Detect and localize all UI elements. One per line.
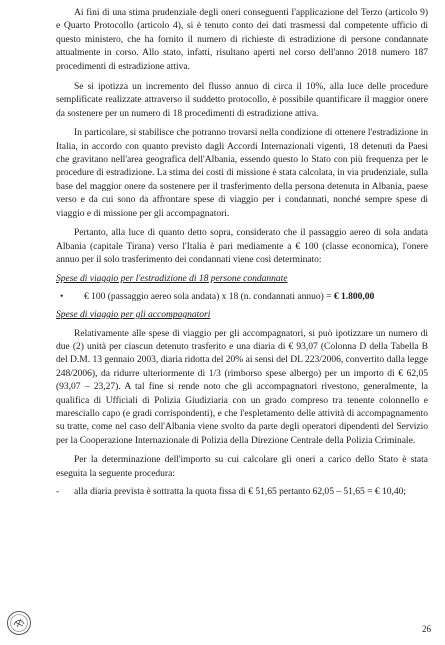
paragraph-procedura: Per la determinazione dell'importo su cui calcolare gli oneri a carico dello Stato è stata eseguita la seguente procedura: [56, 454, 428, 479]
calc-total: € 1.800,00 [333, 290, 375, 302]
paragraph-stima-prudenziale: Ai fini di una stima prudenziale degli oneri conseguenti l'applicazione del Terzo (articolo 9) e Quarto Protocollo (articolo 4), si è tenuto conto dei dati trasmessi dal competente ufficio di questo ministero, che ha fornito il numero di richieste di estradizione di persone condannate attualmente in corso. Allo stato, infatti, risultano aperti nel corso dell'anno 2018 numero 187 procedimenti di estradizione attiva. [56, 7, 428, 72]
paragraph-diaria-accompagnatori: Relativamente alle spese di viaggio per gli accompagnatori, si può ipotizzare un numero di due (2) unità per ciascun detenuto trasferito e una diaria di € 93,07 (Colonna D della Tabella B del D.M. 13 gennaio 2003, diaria ridotta del 20% ai sensi del DL 223/2006, convertito dalla legge 248/2006), da ridurre ulteriormente di 1/3 (rimborso spese albergo) per un importo di € 62,05 (93,07 – 23,27). A tal fine si rende noto che gli accompagnatori rivestono, generalmente, la qualifica di Ufficiali di Polizia Giudiziaria con un grado compreso tra tenente colonnello e maresciallo capo (e gradi corrispondenti), e che l'espletamento delle attività di accompagnamento su tratte, come nel caso dell'Albania viene svolto da parte degli operatori dipendenti del Servizio per la Cooperazione Internazionale di Polizia della Direzione Centrale della Polizia Criminale. [56, 327, 428, 446]
calc-formula: € 100 (passaggio aereo sola andata) x 18 (n. condannati annuo) = [84, 290, 334, 302]
list-item-quota-fissa [56, 485, 428, 498]
list-item-text: alla diaria prevista è sottratta la quota fissa di € 51,65 pertanto 62,05 – 51,65 = € 10,40; [74, 486, 407, 497]
paragraph-passaggio-aereo: Pertanto, alla luce di quanto detto sopra, considerato che il passaggio aereo di sola andata Albania (capitale Tirana) verso l'Italia è pari mediamente a € 100 (classe economica), l'onere annuo per il solo trasferimento dei condannati viene così determinato: [56, 227, 428, 265]
dash-icon: - [56, 486, 60, 497]
heading-spese-accompagnatori: Spese di viaggio per gli accompagnatori [56, 309, 211, 321]
calc-spese-condannati [56, 290, 428, 303]
page-body [56, 6, 428, 498]
seal-stamp-icon [6, 610, 32, 636]
heading-spese-condannati: Spese di viaggio per l'estradizione di 18 persone condannate [56, 273, 288, 285]
paragraph-detenuti-albania: In particolare, si stabilisce che potranno trovarsi nella condizione di ottenere l'estradizione in Italia, in accordo con quanto previsto dagli Accordi Internazionali vigenti, 18 detenuti da Paesi che gravitano nell'area geografica dell'Albania, essendo questo lo Stato con più frequenza per le procedure di estradizione. La stima dei costi di missione è stata calcolata, in via prudenziale, sulla base del maggior onere da sostenere per il trasferimento della persona detenuta in Albania, paese verso e da cui sono da affrontare spese di viaggio per i condannati, nonché sempre spese di viaggio e di missione per gli accompagnatori. [56, 127, 428, 219]
bullet-icon: • [60, 290, 64, 302]
page-number: 26 [422, 624, 431, 634]
paragraph-incremento-flusso: Se si ipotizza un incremento del flusso annuo di circa il 10%, alla luce delle procedure semplificate realizzate attraverso il suddetto protocollo, è possibile quantificare il maggior onere da sostenere per un numero di 18 procedimenti di estradizione attiva. [56, 81, 428, 119]
